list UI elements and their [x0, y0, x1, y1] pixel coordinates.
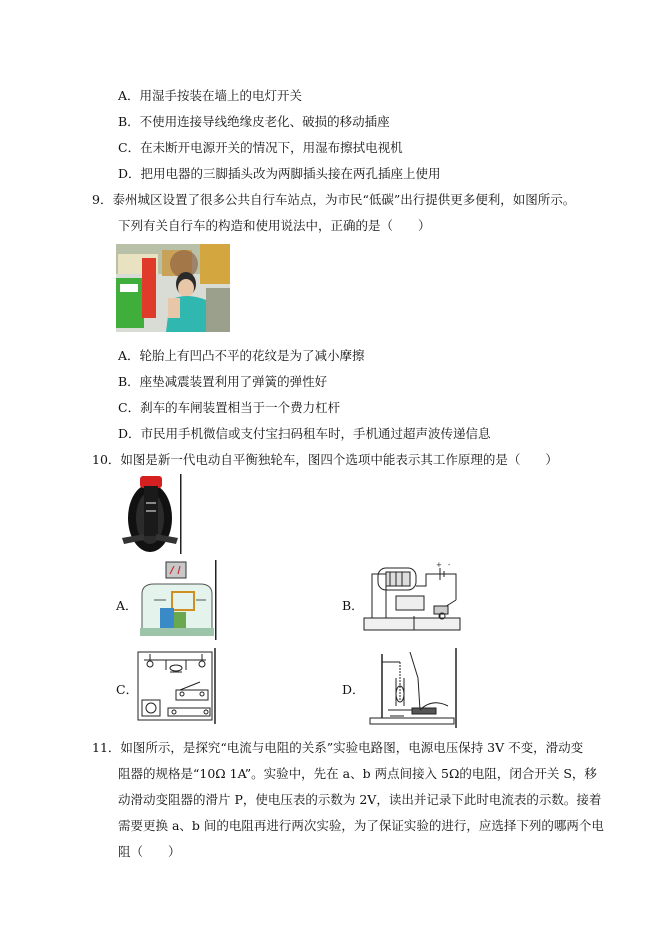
q9-option-c: C．刹车的车闸装置相当于一个费力杠杆	[118, 400, 341, 415]
q8-option-b: B．不使用连接导线绝缘皮老化、破损的移动插座	[118, 114, 390, 129]
q10-label-b: B．	[342, 598, 364, 613]
q11-stem-line5: 阻（ ）	[118, 844, 181, 859]
q10-option-a-diagram	[136, 560, 218, 640]
q9-stem-line1: 9．泰州城区设置了很多公共自行车站点，为市民“低碳”出行提供更多便利，如图所示。	[92, 192, 576, 207]
unicycle-image	[120, 474, 184, 554]
svg-text:-: -	[448, 561, 451, 569]
q9-stem-line2: 下列有关自行车的构造和使用说法中，正确的是（ ）	[118, 218, 431, 233]
q8-option-d: D．把用电器的三脚插头改为两脚插头接在两孔插座上使用	[118, 166, 441, 181]
q9-option-b: B．座垫减震装置利用了弹簧的弹性好	[118, 374, 328, 389]
q11-stem-line3: 动滑动变阻器的滑片 P，使电压表的示数为 2V，读出并记录下此时电流表的示数。接着	[118, 792, 602, 807]
bicycle-station-photo	[116, 244, 230, 332]
q10-option-b-diagram	[360, 560, 464, 636]
q8-option-a: A．用湿手按装在墙上的电灯开关	[118, 88, 303, 103]
q10-option-c-diagram	[136, 648, 218, 724]
q10-label-a: A．	[116, 598, 138, 613]
q10-stem: 10．如图是新一代电动自平衡独轮车，图四个选项中能表示其工作原理的是（ ）	[92, 452, 558, 467]
q11-stem-line2: 阻器的规格是“10Ω 1A”。实验中，先在 a、b 两点间接入 5Ω的电阻，闭合开关 S，移	[118, 766, 597, 781]
q10-label-c: C．	[116, 682, 139, 697]
q10-label-d: D．	[342, 682, 365, 697]
q10-option-d-diagram	[360, 648, 460, 728]
q9-option-d: D．市民用手机微信或支付宝扫码租车时，手机通过超声波传递信息	[118, 426, 491, 441]
q11-stem-line1: 11．如图所示，是探究“电流与电阻的关系”实验电路图，电源电压保持 3V 不变，滑动变	[92, 740, 584, 755]
svg-text:+: +	[436, 561, 442, 569]
q9-option-a: A．轮胎上有凹凸不平的花纹是为了减小摩擦	[118, 348, 365, 363]
q11-stem-line4: 需要更换 a、b 间的电阻再进行两次实验，为了保证实验的进行，应选择下列的哪两个电	[118, 818, 604, 833]
q8-option-c: C．在未断开电源开关的情况下，用湿布擦拭电视机	[118, 140, 403, 155]
